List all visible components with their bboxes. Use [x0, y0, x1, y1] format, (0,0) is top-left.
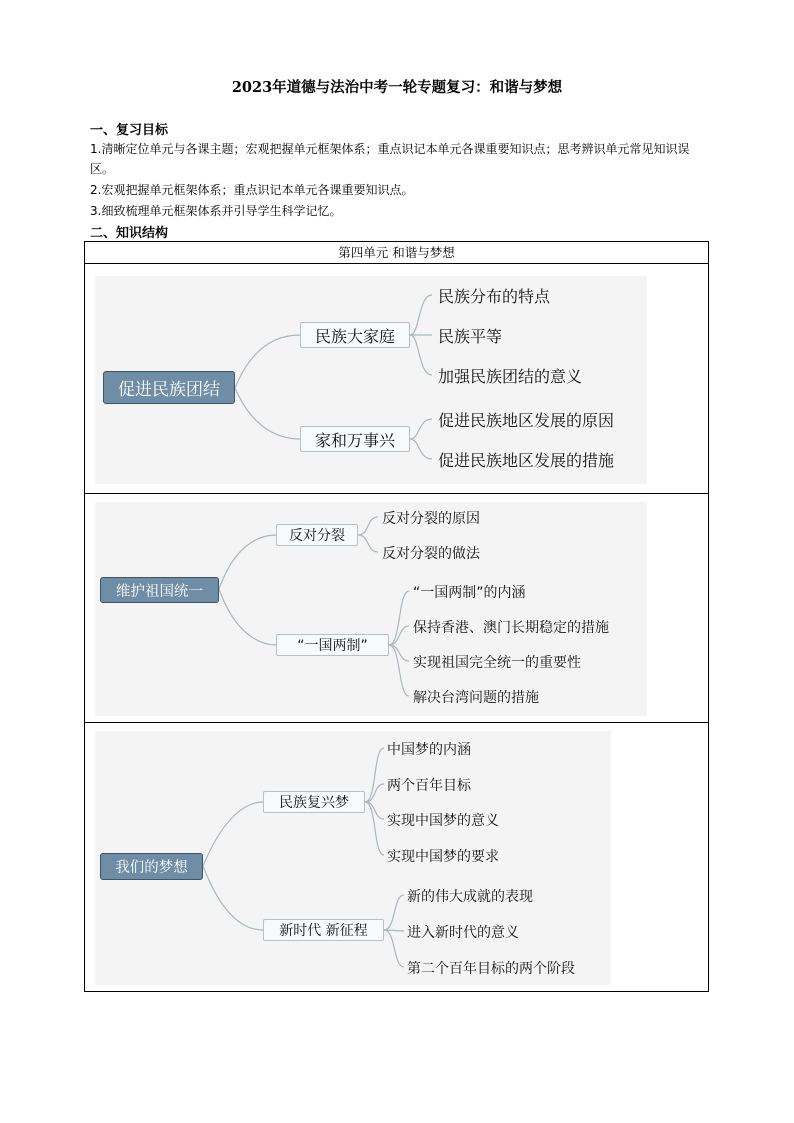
goal-item-3: 3.细致梳理单元框架体系并引导学生科学记忆。 — [90, 204, 342, 218]
mindmap-root: 我们的梦想 — [100, 853, 203, 880]
mindmap-leaf: 民族平等 — [438, 327, 503, 346]
mindmap-row-3 — [85, 723, 708, 991]
section-heading-structure: 二、知识结构 — [90, 226, 169, 241]
knowledge-structure-table — [84, 241, 709, 992]
mindmap-leaf: 反对分裂的原因 — [382, 511, 480, 527]
mindmap-leaf: 民族分布的特点 — [438, 287, 551, 306]
mindmap-leaf: “一国两制”的内涵 — [413, 585, 526, 601]
section-heading-goals: 一、复习目标 — [90, 123, 169, 138]
mindmap-branch: “一国两制” — [276, 634, 389, 656]
mindmap-leaf: 进入新时代的意义 — [407, 925, 519, 941]
mindmap-leaf: 促进民族地区发展的原因 — [438, 411, 615, 430]
mindmap-leaf: 第二个百年目标的两个阶段 — [407, 961, 575, 977]
mindmap-branch: 家和万事兴 — [300, 426, 410, 452]
mindmap-root: 维护祖国统一 — [100, 577, 219, 603]
mindmap-leaf: 加强民族团结的意义 — [438, 367, 583, 386]
goal-item-2: 2.宏观把握单元框架体系；重点识记本单元各课重要知识点。 — [90, 183, 414, 197]
goal-item-1: 1.清晰定位单元与各课主题；宏观把握单元框架体系；重点识记本单元各课重要知识点；思考辨识单元常见知识误区。 — [90, 142, 690, 176]
mindmap-connectors — [85, 494, 708, 723]
mindmap-branch: 民族大家庭 — [300, 322, 410, 348]
mindmap-leaf: 新的伟大成就的表现 — [407, 889, 533, 905]
mindmap-leaf: 两个百年目标 — [387, 778, 471, 794]
mindmap-leaf: 实现祖国完全统一的重要性 — [413, 655, 581, 671]
mindmap-leaf: 保持香港、澳门长期稳定的措施 — [413, 620, 609, 636]
mindmap-row-2 — [85, 494, 708, 723]
mindmap-leaf: 反对分裂的做法 — [382, 546, 480, 562]
mindmap-branch: 反对分裂 — [276, 524, 358, 546]
mindmap-branch: 新时代 新征程 — [263, 919, 384, 941]
mindmap-leaf: 中国梦的内涵 — [387, 742, 471, 758]
page-title: 2023年道德与法治中考一轮专题复习：和谐与梦想 — [231, 79, 563, 96]
mindmap-root: 促进民族团结 — [103, 371, 235, 404]
mindmap-leaf: 实现中国梦的意义 — [387, 813, 499, 829]
mindmap-leaf: 实现中国梦的要求 — [387, 849, 499, 865]
mindmap-leaf: 促进民族地区发展的措施 — [438, 451, 615, 470]
mindmap-leaf: 解决台湾问题的措施 — [413, 690, 539, 706]
mindmap-branch: 民族复兴梦 — [263, 791, 365, 813]
table-header: 第四单元 和谐与梦想 — [85, 242, 708, 264]
mindmap-row-1 — [85, 264, 708, 494]
